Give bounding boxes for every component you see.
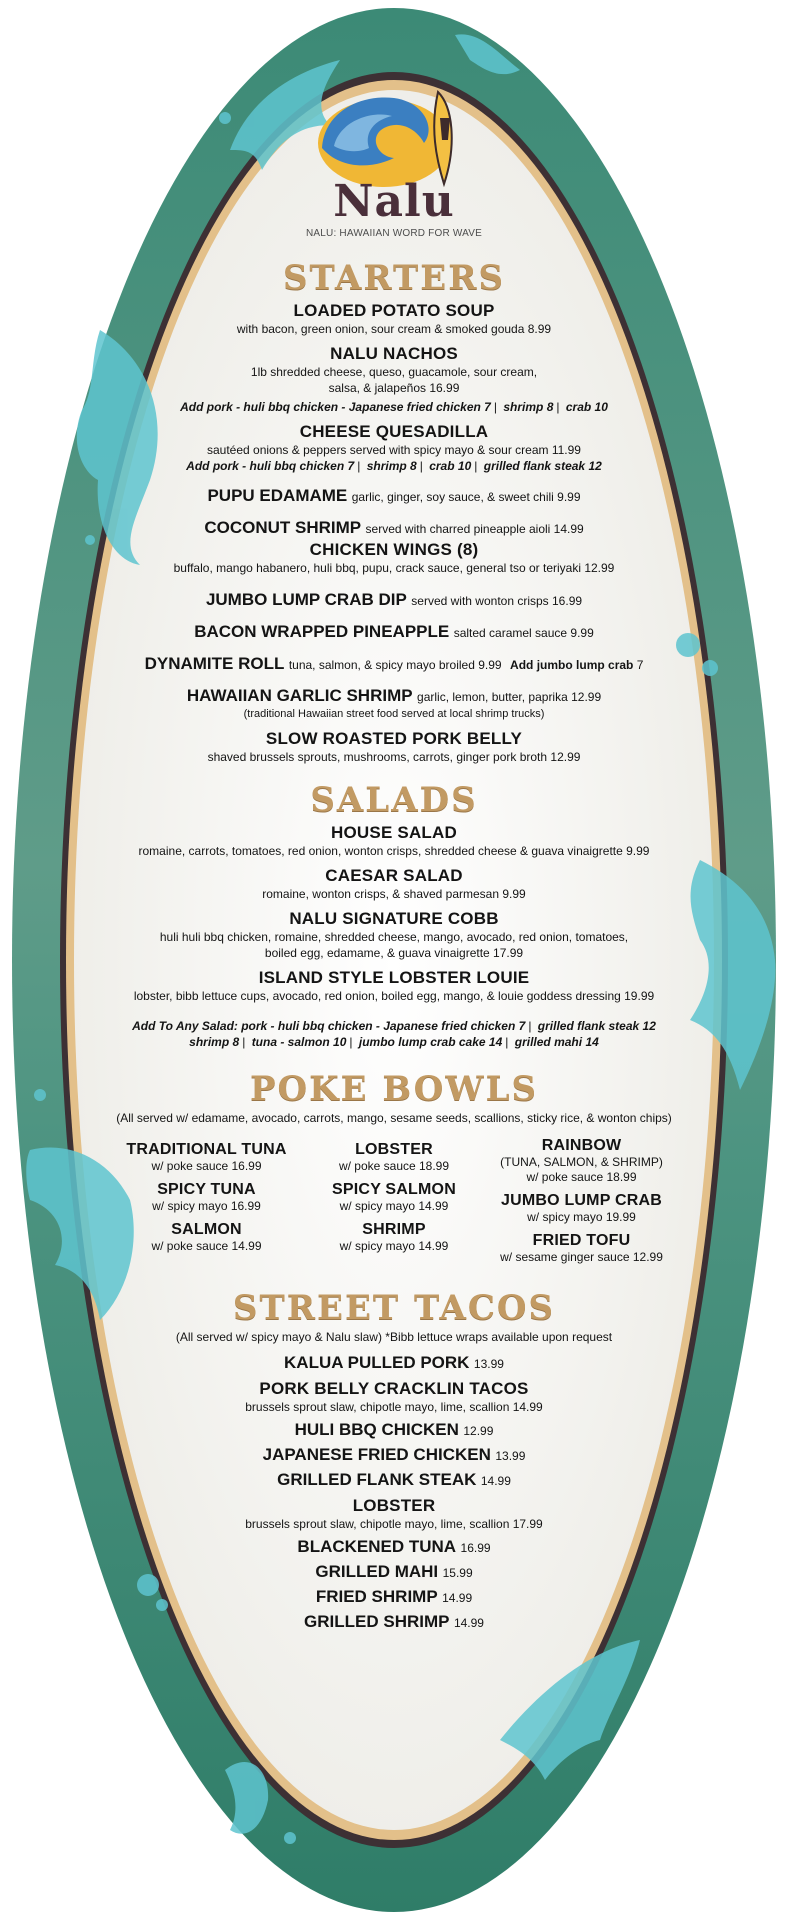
item-desc: romaine, wonton crisps, & shaved parmesan 9.99 xyxy=(262,887,526,901)
item-desc-2: (traditional Hawaiian street food served at local shrimp trucks) xyxy=(243,708,545,720)
poke-grid xyxy=(110,1137,678,1265)
salad-addon: Add To Any Salad: pork - huli bbq chicken - Japanese fried chicken 7 | grilled flank steak 12 shrimp 8 | tuna - salmon 10 | jumbo lump crab cake 14 | grilled mahi 14 xyxy=(132,1019,656,1049)
item-addon: Add pork - huli bbq chicken - Japanese fried chicken 7 | shrimp 8 | crab 10 xyxy=(180,400,608,414)
poke-item: FRIED TOFU w/ sesame ginger sauce 12.99 xyxy=(500,1232,663,1264)
menu-item xyxy=(110,654,678,674)
item-desc: served with wonton crisps 16.99 xyxy=(411,594,583,608)
item-desc: shaved brussels sprouts, mushrooms, carrots, ginger pork broth 12.99 xyxy=(207,750,581,764)
menu-item xyxy=(110,866,678,902)
poke-item: RAINBOW (TUNA, SALMON, & SHRIMP) w/ poke sauce 18.99 xyxy=(500,1137,663,1184)
taco-item: KALUA PULLED PORK 13.99 xyxy=(284,1353,504,1372)
menu-item xyxy=(110,909,678,961)
item-name: COCONUT SHRIMP xyxy=(204,518,362,537)
poke-column xyxy=(489,1136,674,1265)
item-name: ISLAND STYLE LOBSTER LOUIE xyxy=(258,968,530,987)
menu-item xyxy=(110,622,678,642)
item-desc-2: salsa, & jalapeños 16.99 xyxy=(328,381,460,395)
menu-item xyxy=(110,590,678,610)
item-name: CHEESE QUESADILLA xyxy=(299,422,489,441)
taco-item: HULI BBQ CHICKEN 12.99 xyxy=(294,1420,494,1439)
item-addon: Add jumbo lump crab 7 xyxy=(510,658,644,672)
menu-item xyxy=(110,729,678,765)
item-desc: lobster, bibb lettuce cups, avocado, red onion, boiled egg, mango, & louie goddess dressing 19.99 xyxy=(133,989,655,1003)
item-name: JUMBO LUMP CRAB DIP xyxy=(205,590,407,609)
poke-item: SPICY SALMON w/ spicy mayo 14.99 xyxy=(332,1181,456,1213)
item-addon: Add pork - huli bbq chicken 7 | shrimp 8 | crab 10 | grilled flank steak 12 xyxy=(186,459,602,473)
poke-title: POKE BOWLS xyxy=(249,1069,539,1109)
brand-tagline: NALU: HAWAIIAN WORD FOR WAVE xyxy=(306,228,482,239)
poke-item: JUMBO LUMP CRAB w/ spicy mayo 19.99 xyxy=(501,1192,662,1224)
poke-column xyxy=(309,1140,479,1265)
item-name: NALU NACHOS xyxy=(330,344,458,363)
item-desc: garlic, lemon, butter, paprika 12.99 xyxy=(417,690,602,704)
item-desc: salted caramel sauce 9.99 xyxy=(453,626,594,640)
item-desc: romaine, carrots, tomatoes, red onion, wonton crisps, shredded cheese & guava vinaigrette 9.99 xyxy=(138,844,650,858)
item-name: DYNAMITE ROLL xyxy=(144,654,285,673)
tacos-note: (All served w/ spicy mayo & Nalu slaw) *Bibb lettuce wraps available upon request xyxy=(175,1330,613,1344)
item-desc: garlic, ginger, soy sauce, & sweet chili 9.99 xyxy=(351,490,581,504)
menu-item xyxy=(110,301,678,337)
item-desc: huli huli bbq chicken, romaine, shredded cheese, mango, avocado, red onion, tomatoes, xyxy=(159,930,629,944)
item-desc: with bacon, green onion, sour cream & smoked gouda 8.99 xyxy=(236,322,552,336)
item-name: NALU SIGNATURE COBB xyxy=(289,909,499,928)
item-desc: sautéed onions & peppers served with spicy mayo & sour cream 11.99 xyxy=(207,443,581,457)
item-name: BACON WRAPPED PINEAPPLE xyxy=(194,622,450,641)
menu-item xyxy=(110,518,678,538)
item-name: CAESAR SALAD xyxy=(325,866,463,885)
item-desc: buffalo, mango habanero, huli bbq, pupu, crack sauce, general tso or teriyaki 12.99 xyxy=(173,561,615,575)
item-name: PUPU EDAMAME xyxy=(207,486,348,505)
item-name: LOADED POTATO SOUP xyxy=(293,301,495,320)
item-name: CHICKEN WINGS (8) xyxy=(309,540,479,559)
menu-item xyxy=(110,686,678,722)
poke-note: (All served w/ edamame, avocado, carrots, mango, sesame seeds, scallions, sticky rice, & wonton chips) xyxy=(116,1111,672,1125)
item-desc: served with charred pineapple aioli 14.99 xyxy=(365,522,584,536)
item-desc-2: boiled egg, edamame, & guava vinaigrette 17.99 xyxy=(264,946,524,960)
item-desc: 1lb shredded cheese, queso, guacamole, sour cream, xyxy=(250,365,538,379)
poke-item: SALMON w/ poke sauce 14.99 xyxy=(151,1221,262,1253)
taco-item: LOBSTER brussels sprout slaw, chipotle mayo, lime, scallion 17.99 xyxy=(245,1496,543,1531)
menu-item xyxy=(110,968,678,1004)
poke-item: SPICY TUNA w/ spicy mayo 16.99 xyxy=(152,1181,261,1213)
poke-item: LOBSTER w/ poke sauce 18.99 xyxy=(338,1141,450,1173)
wave-logo-icon xyxy=(314,88,474,188)
menu-content xyxy=(110,88,678,1848)
brand-name: Nalu xyxy=(333,176,455,227)
taco-item: BLACKENED TUNA 16.99 xyxy=(297,1537,491,1556)
item-desc: tuna, salmon, & spicy mayo broiled 9.99 xyxy=(288,658,502,672)
item-name: SLOW ROASTED PORK BELLY xyxy=(265,729,523,748)
poke-item: SHRIMP w/ spicy mayo 14.99 xyxy=(339,1221,449,1253)
taco-item: PORK BELLY CRACKLIN TACOS brussels sprout slaw, chipotle mayo, lime, scallion 14.99 xyxy=(245,1379,543,1414)
poke-item: TRADITIONAL TUNA w/ poke sauce 16.99 xyxy=(126,1141,287,1173)
taco-item: GRILLED MAHI 15.99 xyxy=(315,1562,473,1581)
brand-logo xyxy=(110,88,678,243)
poke-column xyxy=(114,1140,299,1265)
taco-item: GRILLED SHRIMP 14.99 xyxy=(304,1612,484,1631)
menu-item xyxy=(110,823,678,859)
taco-item: GRILLED FLANK STEAK 14.99 xyxy=(277,1470,511,1489)
menu-item xyxy=(110,422,678,474)
tacos-title: STREET TACOS xyxy=(232,1288,556,1328)
item-name: HOUSE SALAD xyxy=(331,823,457,842)
item-name: HAWAIIAN GARLIC SHRIMP xyxy=(186,686,413,705)
taco-item: JAPANESE FRIED CHICKEN 13.99 xyxy=(262,1445,526,1464)
taco-item: FRIED SHRIMP 14.99 xyxy=(315,1587,473,1606)
menu-item xyxy=(110,486,678,506)
menu-item xyxy=(110,344,678,415)
salads-title: SALADS xyxy=(310,780,478,820)
menu-item xyxy=(110,540,678,576)
starters-title: STARTERS xyxy=(282,258,506,298)
